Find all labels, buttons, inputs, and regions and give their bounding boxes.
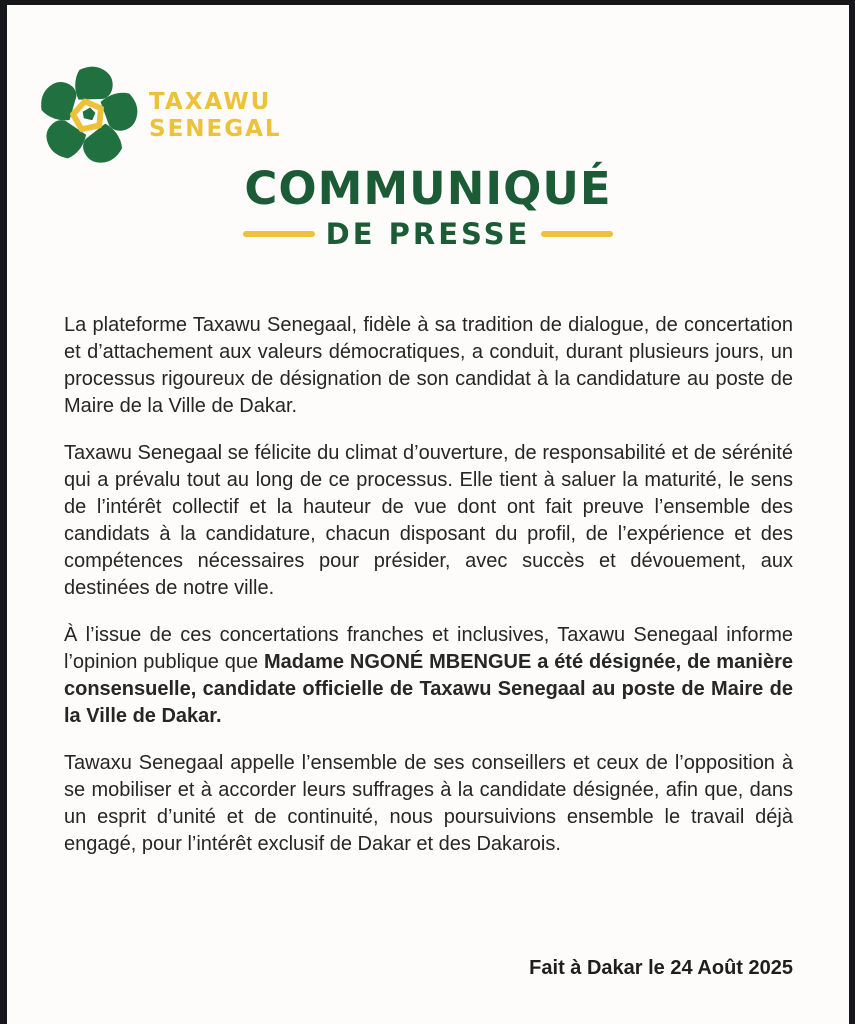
press-release-title: COMMUNIQUÉ — [244, 162, 612, 215]
paragraph-segment: À l’issue de ces concertations franches et inclusives, Taxawu Senegaal informe l’opinion publique que — [64, 624, 793, 673]
paragraph-segment-bold: Madame NGONÉ MBENGUE a été désignée, de manière consensuelle, candidate officielle de Taxawu Senegaal au poste de Maire de la Ville de Dakar. — [64, 651, 794, 727]
paragraph-segment: Taxawu Senegaal se félicite du climat d’ouverture, de responsabilité et de sérénité qui a prévalu tout au long de ce processus. Elle tient à saluer la maturité, le sens de l’intérêt collectif et la hauteur de vue dont ont fait preuve l’ensemble des candidats à la candidature, chacun disposant du profil, de l’expérience et des compétences nécessaires pour présider, avec succès et dévouement, aux destinées de notre ville. — [64, 442, 793, 599]
dateline: Fait à Dakar le 24 Août 2025 — [529, 957, 793, 979]
press-release-body — [64, 312, 793, 982]
title-dash-left-icon — [243, 231, 315, 237]
taxawu-pinwheel-fists-icon — [35, 63, 141, 169]
press-paragraph — [64, 312, 793, 420]
press-paragraph — [64, 622, 793, 730]
logo-wordmark — [149, 89, 282, 143]
masthead — [7, 162, 849, 251]
press-release-subtitle: DE PRESSE — [325, 217, 531, 251]
masthead-subtitle-row — [7, 218, 849, 250]
logo-wordmark-line1: TAXAWU — [149, 89, 272, 115]
title-dash-right-icon — [541, 231, 613, 237]
press-paragraph — [64, 750, 793, 858]
press-paragraph — [64, 440, 793, 602]
taxawu-logo — [35, 63, 282, 169]
logo-wordmark-line2: SENEGAL — [149, 116, 282, 142]
body-paragraphs — [64, 312, 793, 858]
paragraph-segment: Tawaxu Senegaal appelle l’ensemble de ses conseillers et ceux de l’opposition à se mobiliser et à accorder leurs suffrages à la candidate désignée, afin que, dans un esprit d’unité et de continuité, nous poursuivions ensemble le travail déjà engagé, pour l’intérêt exclusif de Dakar et des Dakarois. — [64, 752, 793, 855]
document-page — [7, 5, 849, 1024]
paragraph-segment: La plateforme Taxawu Senegaal, fidèle à sa tradition de dialogue, de concertation et d’attachement aux valeurs démocratiques, a conduit, durant plusieurs jours, un processus rigoureux de désignation de son candidat à la candidature au poste de Maire de la Ville de Dakar. — [64, 314, 793, 417]
